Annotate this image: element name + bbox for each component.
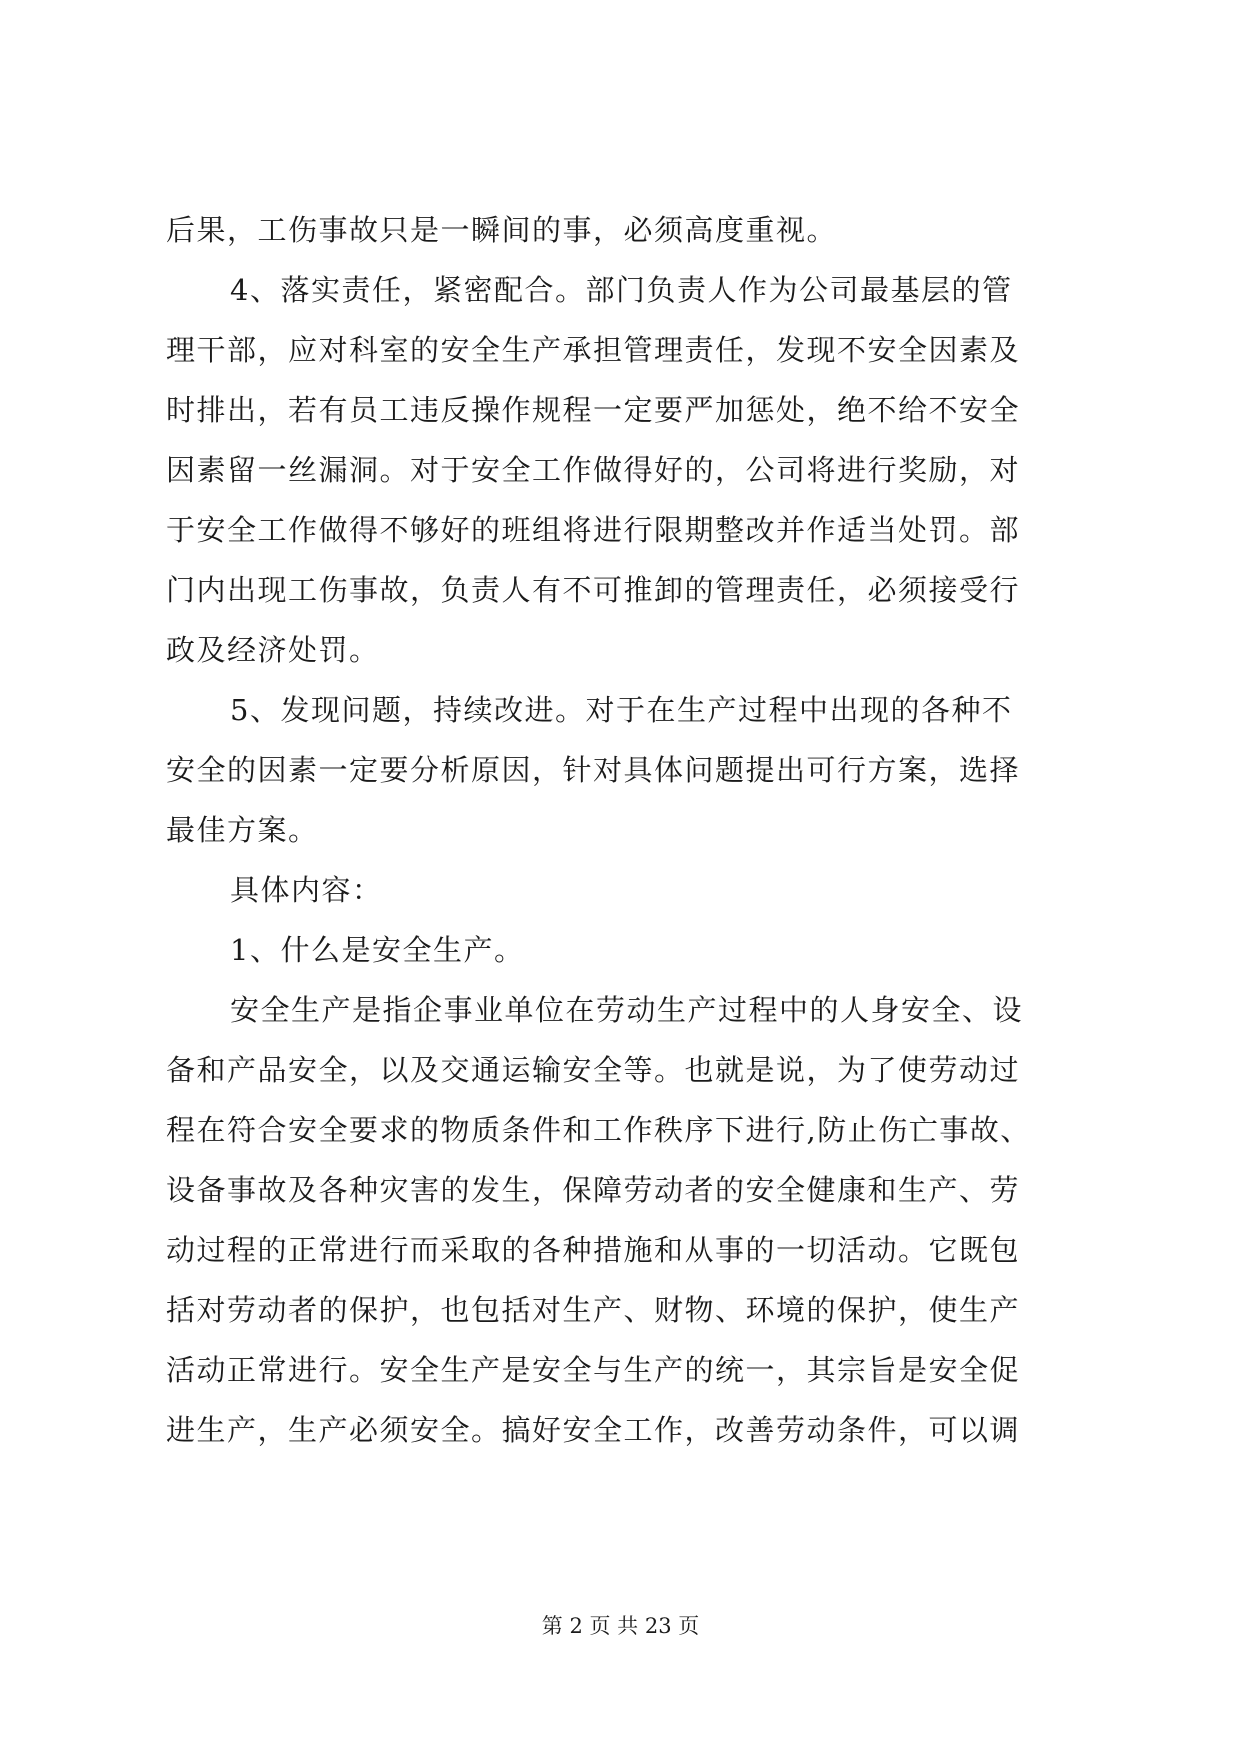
text-line: 时排出，若有员工违反操作规程一定要严加惩处，绝不给不安全 [166,393,1021,427]
document-body [166,200,1084,1460]
text-line: 安全生产是指企事业单位在劳动生产过程中的人身安全、设 [230,993,1024,1027]
text-line: 理干部，应对科室的安全生产承担管理责任，发现不安全因素及 [166,333,1021,367]
text-line: 活动正常进行。安全生产是安全与生产的统一，其宗旨是安全促 [166,1353,1021,1387]
text-line: 进生产，生产必须安全。搞好安全工作，改善劳动条件，可以调 [166,1413,1021,1447]
text-line: 程在符合安全要求的物质条件和工作秩序下进行,防止伤亡事故、 [166,1113,1031,1147]
text-line: 最佳方案。 [166,813,319,847]
text-line: 具体内容： [230,873,383,907]
text-line: 括对劳动者的保护，也包括对生产、财物、环境的保护，使生产 [166,1293,1021,1327]
text-line: 后果，工伤事故只是一瞬间的事，必须高度重视。 [166,213,838,247]
text-line: 5、发现问题，持续改进。对于在生产过程中出现的各种不 [230,693,1013,727]
text-line: 于安全工作做得不够好的班组将进行限期整改并作适当处罚。部 [166,513,1021,547]
text-line: 4、落实责任，紧密配合。部门负责人作为公司最基层的管 [230,273,1013,307]
text-line: 1、什么是安全生产。 [230,933,525,967]
text-line: 政及经济处罚。 [166,633,380,667]
text-line: 动过程的正常进行而采取的各种措施和从事的一切活动。它既包 [166,1233,1021,1267]
text-line: 安全的因素一定要分析原因，针对具体问题提出可行方案，选择 [166,753,1021,787]
text-line: 门内出现工伤事故，负责人有不可推卸的管理责任，必须接受行 [166,573,1021,607]
page-number-footer: 第 2 页 共 23 页 [541,1614,700,1638]
text-line: 因素留一丝漏洞。对于安全工作做得好的，公司将进行奖励，对 [166,453,1021,487]
text-line: 备和产品安全，以及交通运输安全等。也就是说，为了使劳动过 [166,1053,1021,1087]
text-line: 设备事故及各种灾害的发生，保障劳动者的安全健康和生产、劳 [166,1173,1021,1207]
